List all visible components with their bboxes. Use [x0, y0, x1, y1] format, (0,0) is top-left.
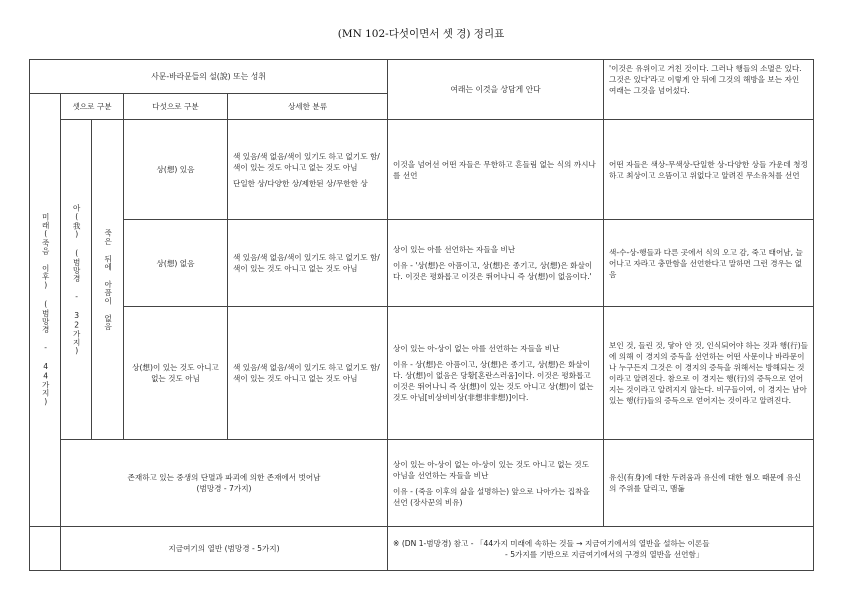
row-annihilation-beyond: 유신(有身)에 대한 두려움과 유신에 대한 혐오 때문에 유신의 주위를 달리고, 맴돎	[604, 440, 814, 527]
row-neither-knows: 상이 있는 아-상이 없는 아를 선언하는 자들을 비난 이유 - 상(想)은 아픔이고, 상(想)은 종기고, 상(想)은 화살이다. 상(想)이 없음은 당황[혼란스러움]이다. 이것은 평화롭고 이것은 뛰어나니 즉 상(想)이 있는 것도 아니고 상(想)이 없는 것도 아님[비상비비상(非想非非想)]이다.	[388, 307, 604, 440]
header-detail: 상세한 분류	[228, 94, 388, 120]
row-no-perception-five: 상(想) 없음	[124, 219, 228, 306]
row-neither-detail: 색 있음/색 없음/색이 있기도 하고 없기도 함/색이 있는 것도 아니고 없는 것도 아님	[228, 307, 388, 440]
page-title: (MN 102-다섯이면서 셋 경) 정리표	[337, 28, 505, 40]
side-label-after-death: 죽은 뒤에 아픔이 없음	[92, 120, 124, 440]
row-perception-knows: 이것을 넘어선 어떤 자들은 무한하고 흔들림 없는 식의 까시나를 선언	[388, 120, 604, 220]
row-annihilation-knows: 상이 있는 아-상이 없는 아-상이 있는 것도 아니고 없는 것도 아님을 선언하는 자들을 비난 이유 - (죽음 이후의 삶을 설명하는) 앞으로 나아가는 집착을 선언 (장사꾼의 비유)	[388, 440, 604, 527]
header-tathagata-knows: 여래는 이것을 상담게 안다	[388, 60, 604, 120]
row-perception-detail: 색 있음/색 없음/색이 있기도 하고 없기도 함/색이 있는 것도 아니고 없는 것도 아님 단일한 상/다양한 상/제한된 상/무한한 상	[228, 120, 388, 220]
row-nibbana-note: ※ (DN 1-범망경) 참고 - 「44가지 미래에 속하는 것들 → 지금여기에서의 열반을 설하는 이론들 - 5가지를 기반으로 지금여기에서의 구경의 열반을 선언함」	[388, 527, 814, 571]
summary-table	[29, 59, 814, 571]
row-no-perception-detail: 색 있음/색 없음/색이 있기도 하고 없기도 함/색이 있는 것도 아니고 없는 것도 아님	[228, 219, 388, 306]
row-nibbana-label: 지금여기의 열반 (범망경 - 5가지)	[61, 527, 388, 571]
row-annihilation-label: 존재하고 있는 중생의 단멸과 파괴에 의한 존재에서 벗어남 (범망경 - 7가지)	[61, 440, 388, 527]
header-conditioned: '이것은 유위이고 거친 것이다. 그러나 행들의 소멸은 있다. 그것은 있다'라고 이렇게 안 뒤에 그것의 해방을 보는 자인 여래는 그것을 넘어섰다.	[604, 60, 814, 120]
side-label-future: 미래(죽음 이후) (범망경 - 44가지)	[30, 94, 61, 527]
row-perception-beyond: 어떤 자들은 색상-무색상-단일한 상-다양한 상들 가운데 청정하고 최상이고 으뜸이고 위없다고 알려진 무소유처를 선언	[604, 120, 814, 220]
row-neither-beyond: 보인 것, 들린 것, 닿아 안 것, 인식되어야 하는 것과 행(行)들에 의해 이 경지의 증득을 선언하는 어떤 사문이나 바라문이나 누구든지 그것은 이 경지의 증득을 위해서는 방해되는 것이라고 알려진다. 참으로 이 경지는 행(行)의 증득으로 얻어지는 것이라고 알려지지 않는다. 비구들이여, 이 경지는 남아있는 행(行)들의 증득으로 얻어지는 것이라고 알려진다.	[604, 307, 814, 440]
row-no-perception-beyond: 색-수-상-행들과 다른 곳에서 식의 오고 감, 죽고 태어남, 늘어나고 자라고 충만함을 선언한다고 말하면 그런 경우는 없음	[604, 219, 814, 306]
header-five-division: 다섯으로 구분	[124, 94, 228, 120]
row-no-perception-knows: 상이 있는 아를 선언하는 자들을 비난 이유 - '상(想)은 아픔이고, 상(想)은 종기고, 상(想)은 화살이다. 이것은 평화롭고 이것은 뛰어나니 즉 상(想)이 없음이다.'	[388, 219, 604, 306]
header-three-division: 셋으로 구분	[61, 94, 124, 120]
row-perception-five: 상(想) 있음	[124, 120, 228, 220]
side-label-self: 아(我) (범망경 - 32가지)	[61, 120, 92, 440]
row-neither-five: 상(想)이 있는 것도 아니고 없는 것도 아님	[124, 307, 228, 440]
header-main: 사문-바라문들의 설(說) 또는 성취	[30, 60, 388, 94]
